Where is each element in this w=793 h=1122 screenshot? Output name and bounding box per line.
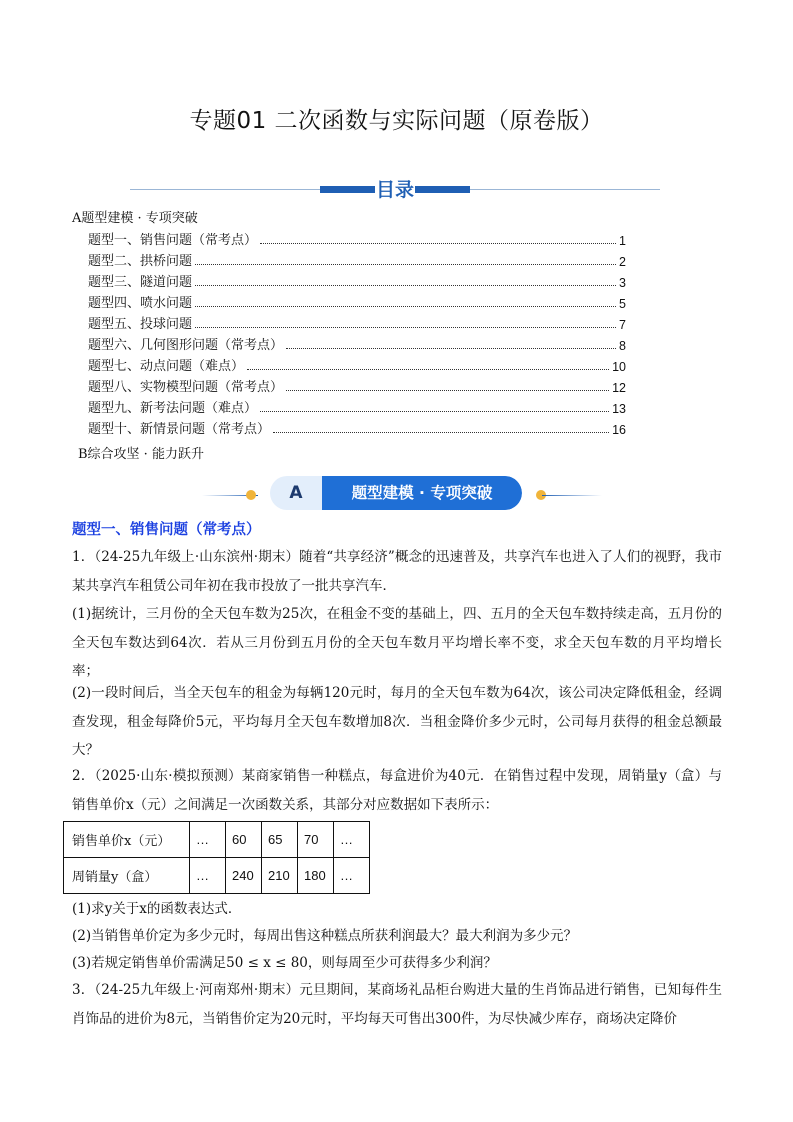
toc-item-page: 10 <box>612 360 626 374</box>
toc-leader <box>286 389 609 391</box>
problem-2-q2: (2)当销售单价定为多少元时，每周出售这种糕点所获利润最大？最大利润为多少元？ <box>72 928 578 944</box>
banner-line-right <box>542 495 602 496</box>
problem-2-q1: (1)求y关于x的函数表达式． <box>72 901 242 917</box>
toc-item[interactable] <box>88 356 626 374</box>
toc-item-page: 7 <box>619 318 626 332</box>
page-title: 专题01 二次函数与实际问题（原卷版） <box>189 108 604 134</box>
toc-item-page: 3 <box>619 276 626 290</box>
toc-item[interactable] <box>88 230 626 248</box>
problem-1-q2: (2)一段时间后，当全天包车的租金为每辆120元时，每月的全天包车数为64次，该公司决定降低租金，经调查发现，租金每降价5元，平均每月全天包车数增加8次．当租金降价多少元时，公司每月获得的租金总额最大？ <box>72 685 722 758</box>
data-table <box>63 821 370 894</box>
table-header-cell: 销售单价x（元） <box>64 822 190 858</box>
toc-item-label: 题型八、实物模型问题（常考点） <box>88 380 284 395</box>
toc-section-a[interactable]: A题型建模 · 专项突破 <box>72 211 198 226</box>
toc-leader <box>195 263 616 265</box>
toc-item-label: 题型二、拱桥问题 <box>88 254 193 269</box>
table-cell: 60 <box>226 822 262 858</box>
toc-item[interactable] <box>88 377 626 395</box>
toc-item-page: 13 <box>612 402 626 416</box>
toc-item[interactable] <box>88 293 626 311</box>
table-cell: … <box>190 858 226 894</box>
toc-item[interactable] <box>88 251 626 269</box>
toc-item[interactable] <box>88 335 626 353</box>
table-header-cell: 周销量y（盒） <box>64 858 190 894</box>
problem-2-intro: 2．（2025·山东·模拟预测）某商家销售一种糕点，每盒进价为40元．在销售过程中发现，周销量y（盒）与销售单价x（元）之间满足一次函数关系，其部分对应数据如下表所示： <box>72 768 722 813</box>
toc-item-page: 8 <box>619 339 626 353</box>
table-row <box>64 858 370 894</box>
problem-3-intro: 3．（24-25九年级上·河南郑州·期末）元旦期间，某商场礼品柜台购进大量的生肖饰品进行销售，已知每件生肖饰品的进价为8元，当销售价定为20元时，平均每天可售出300件，为尽快减少库存，商场决定降价 <box>72 982 722 1027</box>
toc-item-page: 5 <box>619 297 626 311</box>
toc-heading: 目录 <box>375 179 414 201</box>
toc-item-label: 题型三、隧道问题 <box>88 275 193 290</box>
problem-1-intro: 1．（24-25九年级上·山东滨州·期末）随着“共享经济”概念的迅速普及，共享汽车也进入了人们的视野，我市某共享汽车租赁公司年初在我市投放了一批共享汽车． <box>72 549 722 594</box>
toc-item-label: 题型六、几何图形问题（常考点） <box>88 338 284 353</box>
toc-section-b[interactable]: B综合攻坚 · 能力跃升 <box>78 447 204 462</box>
toc-leader <box>260 242 616 244</box>
problem-2-q3: (3)若规定销售单价需满足50 ≤ x ≤ 80，则每周至少可获得多少利润？ <box>72 955 497 971</box>
toc-item-page: 2 <box>619 255 626 269</box>
table-cell: 70 <box>298 822 334 858</box>
toc-item[interactable] <box>88 398 626 416</box>
toc-item-page: 12 <box>612 381 626 395</box>
toc-leader <box>195 284 616 286</box>
toc-item-label: 题型五、投球问题 <box>88 317 193 332</box>
toc-item-label: 题型七、动点问题（难点） <box>88 359 245 374</box>
toc-leader <box>286 347 616 349</box>
toc-leader <box>260 410 609 412</box>
banner-dot-left <box>246 490 256 500</box>
section-banner <box>190 474 590 514</box>
table-cell: 240 <box>226 858 262 894</box>
section-title: 题型一、销售问题（常考点） <box>72 522 261 538</box>
toc-item[interactable] <box>88 314 626 332</box>
toc-item-page: 16 <box>612 423 626 437</box>
table-cell: … <box>190 822 226 858</box>
toc-item-label: 题型十、新情景问题（常考点） <box>88 422 271 437</box>
table-cell: 180 <box>298 858 334 894</box>
banner-pill <box>270 476 522 510</box>
table-cell: 210 <box>262 858 298 894</box>
toc-item-label: 题型一、销售问题（常考点） <box>88 233 258 248</box>
toc-item-label: 题型四、喷水问题 <box>88 296 193 311</box>
banner-letter: A <box>289 483 303 503</box>
toc-item-label: 题型九、新考法问题（难点） <box>88 401 258 416</box>
toc-leader <box>195 326 616 328</box>
toc-item[interactable] <box>88 419 626 437</box>
table-cell: … <box>334 858 370 894</box>
toc-banner <box>130 174 660 204</box>
toc-leader <box>273 431 609 433</box>
problem-1-q1: (1)据统计，三月份的全天包车数为25次，在租金不变的基础上，四、五月的全天包车数持续走高，五月份的全天包车数达到64次．若从三月份到五月份的全天包车数月平均增长率不变，求全天包车数的月平均增长率； <box>72 606 722 679</box>
toc-item-page: 1 <box>619 234 626 248</box>
banner-label: 题型建模 · 专项突破 <box>322 476 522 510</box>
toc-leader <box>247 368 609 370</box>
table-cell: 65 <box>262 822 298 858</box>
table-row <box>64 822 370 858</box>
toc-leader <box>195 305 616 307</box>
table-cell: … <box>334 822 370 858</box>
toc-item[interactable] <box>88 272 626 290</box>
